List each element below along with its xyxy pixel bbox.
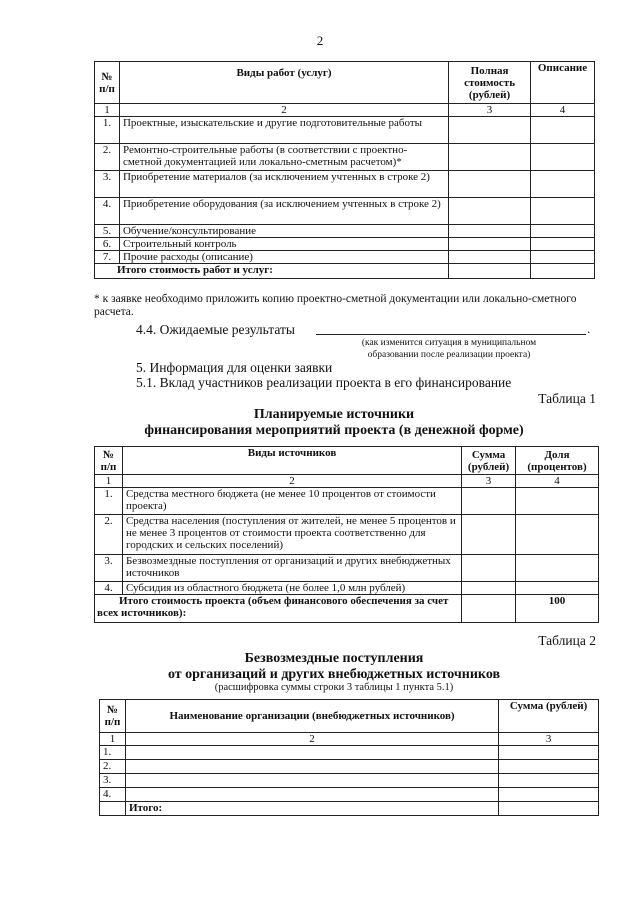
row-sum [462, 582, 516, 595]
row-share [516, 555, 599, 582]
section-5-heading: 5. Информация для оценки заявки [136, 360, 333, 375]
sources-header-share: Доля (процентов) [516, 447, 599, 475]
donations-header-sum: Сумма (рублей) [499, 700, 599, 733]
row-cost [449, 171, 531, 198]
table-row [95, 238, 595, 251]
table-row [95, 555, 599, 582]
sources-table [94, 446, 599, 623]
table-row [95, 582, 599, 595]
table2-note: (расшифровка суммы строки 3 таблицы 1 пункта 5.1) [214, 682, 454, 693]
table2-title: Безвозмездные поступления [244, 651, 424, 666]
total-label: Итого стоимость работ и услуг: [95, 264, 449, 279]
row-number: 1. [95, 488, 123, 515]
donations-header-organization: Наименование организации (внебюджетных источников) [125, 700, 498, 733]
table-row [95, 144, 595, 171]
works-header-cost: Полная стоимость (рублей) [449, 62, 531, 104]
section-51-heading: 5.1. Вклад участников реализации проекта в его финансирование [136, 375, 512, 390]
donations-index-cell: 2 [125, 733, 498, 746]
table1-caption: Таблица 1 [538, 391, 596, 406]
row-cost [449, 117, 531, 144]
donations-header-number: № п/п [100, 700, 126, 733]
row-share [516, 582, 599, 595]
row-sum [462, 515, 516, 555]
row-organization [125, 746, 498, 760]
table-row [100, 774, 599, 788]
page-number: 2 [316, 33, 324, 48]
row-name: Субсидия из областного бюджета (не более 1,0 млн рублей) [122, 582, 461, 595]
donations-table [99, 699, 599, 816]
row-description [531, 171, 595, 198]
row-number: 6. [95, 238, 120, 251]
row-name: Проектные, изыскательские и другие подготовительные работы [119, 117, 448, 144]
row-description [531, 144, 595, 171]
row-sum [499, 774, 599, 788]
row-name: Строительный контроль [119, 238, 448, 251]
table-total-row [95, 595, 599, 623]
expected-results-line [316, 334, 586, 335]
row-description [531, 251, 595, 264]
table-row [95, 515, 599, 555]
total-sum [499, 802, 599, 816]
row-cost [449, 251, 531, 264]
total-label: Итого: [125, 802, 498, 816]
row-name: Ремонтно-строительные работы (в соответствии с проектно-сметной документацией или локально-сметным расчетом)* [119, 144, 448, 171]
row-sum [462, 555, 516, 582]
footnote: * к заявке необходимо приложить копию проектно-сметной документации или локально-сметного расчета. [94, 293, 577, 318]
table1-title: Планируемые источники [253, 407, 415, 422]
works-index-cell: 3 [449, 104, 531, 117]
row-cost [449, 144, 531, 171]
table-row [95, 198, 595, 225]
row-sum [499, 760, 599, 774]
donations-index-cell: 3 [499, 733, 599, 746]
row-number: 1. [100, 746, 126, 760]
row-cost [449, 238, 531, 251]
row-number: 3. [100, 774, 126, 788]
row-number: 3. [95, 555, 123, 582]
row-number: 7. [95, 251, 120, 264]
works-header-number: № п/п [95, 62, 120, 104]
works-header-description: Описание [531, 62, 595, 104]
expected-results-hint: (как изменится ситуация в муниципальном образовании после реализации проекта) [361, 338, 537, 360]
row-name: Средства местного бюджета (не менее 10 процентов от стоимости проекта) [122, 488, 461, 515]
row-name: Безвозмездные поступления от организаций и других внебюджетных источников [122, 555, 461, 582]
total-label: Итого стоимость проекта (объем финансового обеспечения за счет всех источников): [95, 595, 462, 623]
row-number: 5. [95, 225, 120, 238]
row-description [531, 238, 595, 251]
row-sum [499, 746, 599, 760]
row-name: Приобретение оборудования (за исключением учтенных в строке 2) [119, 198, 448, 225]
row-number: 2. [100, 760, 126, 774]
works-index-cell: 4 [531, 104, 595, 117]
table-row [95, 488, 599, 515]
sources-index-cell: 3 [462, 475, 516, 488]
table-row [100, 746, 599, 760]
total-cost [449, 264, 531, 279]
total-share: 100 [516, 595, 599, 623]
table-total-row [95, 264, 595, 279]
row-share [516, 515, 599, 555]
total-sum [462, 595, 516, 623]
row-number: 1. [95, 117, 120, 144]
row-organization [125, 774, 498, 788]
sources-index-cell: 2 [122, 475, 461, 488]
sources-header-sum: Сумма (рублей) [462, 447, 516, 475]
expected-results-label: 4.4. Ожидаемые результаты [136, 322, 295, 337]
table-row [100, 788, 599, 802]
total-description [531, 264, 595, 279]
sources-index-cell: 1 [95, 475, 123, 488]
row-cost [449, 198, 531, 225]
row-description [531, 198, 595, 225]
row-name: Приобретение материалов (за исключением учтенных в строке 2) [119, 171, 448, 198]
table2-caption: Таблица 2 [538, 633, 596, 648]
row-number: 3. [95, 171, 120, 198]
table2-subtitle: от организаций и других внебюджетных источников [167, 667, 501, 682]
total-number [100, 802, 126, 816]
table-row [100, 760, 599, 774]
table-total-row [100, 802, 599, 816]
sources-index-cell: 4 [516, 475, 599, 488]
works-header-type: Виды работ (услуг) [119, 62, 448, 104]
row-organization [125, 788, 498, 802]
row-name: Прочие расходы (описание) [119, 251, 448, 264]
row-sum [462, 488, 516, 515]
donations-index-cell: 1 [100, 733, 126, 746]
row-name: Обучение/консультирование [119, 225, 448, 238]
expected-results-dot: . [587, 321, 591, 336]
row-name: Средства населения (поступления от жителей, не менее 5 процентов и не менее 3 процентов от стоимости проекта соответственно для городских и сельских поселений) [122, 515, 461, 555]
row-number: 2. [95, 144, 120, 171]
row-number: 4. [100, 788, 126, 802]
row-number: 4. [95, 198, 120, 225]
table-row [95, 117, 595, 144]
table-row [95, 251, 595, 264]
row-sum [499, 788, 599, 802]
table1-subtitle: финансирования мероприятий проекта (в денежной форме) [144, 423, 524, 438]
sources-header-number: № п/п [95, 447, 123, 475]
row-organization [125, 760, 498, 774]
row-number: 4. [95, 582, 123, 595]
table-row [95, 171, 595, 198]
row-description [531, 225, 595, 238]
table-row [95, 225, 595, 238]
works-index-cell: 1 [95, 104, 120, 117]
row-number: 2. [95, 515, 123, 555]
row-cost [449, 225, 531, 238]
works-table [94, 61, 595, 279]
sources-header-type: Виды источников [122, 447, 461, 475]
works-index-cell: 2 [119, 104, 448, 117]
row-share [516, 488, 599, 515]
row-description [531, 117, 595, 144]
